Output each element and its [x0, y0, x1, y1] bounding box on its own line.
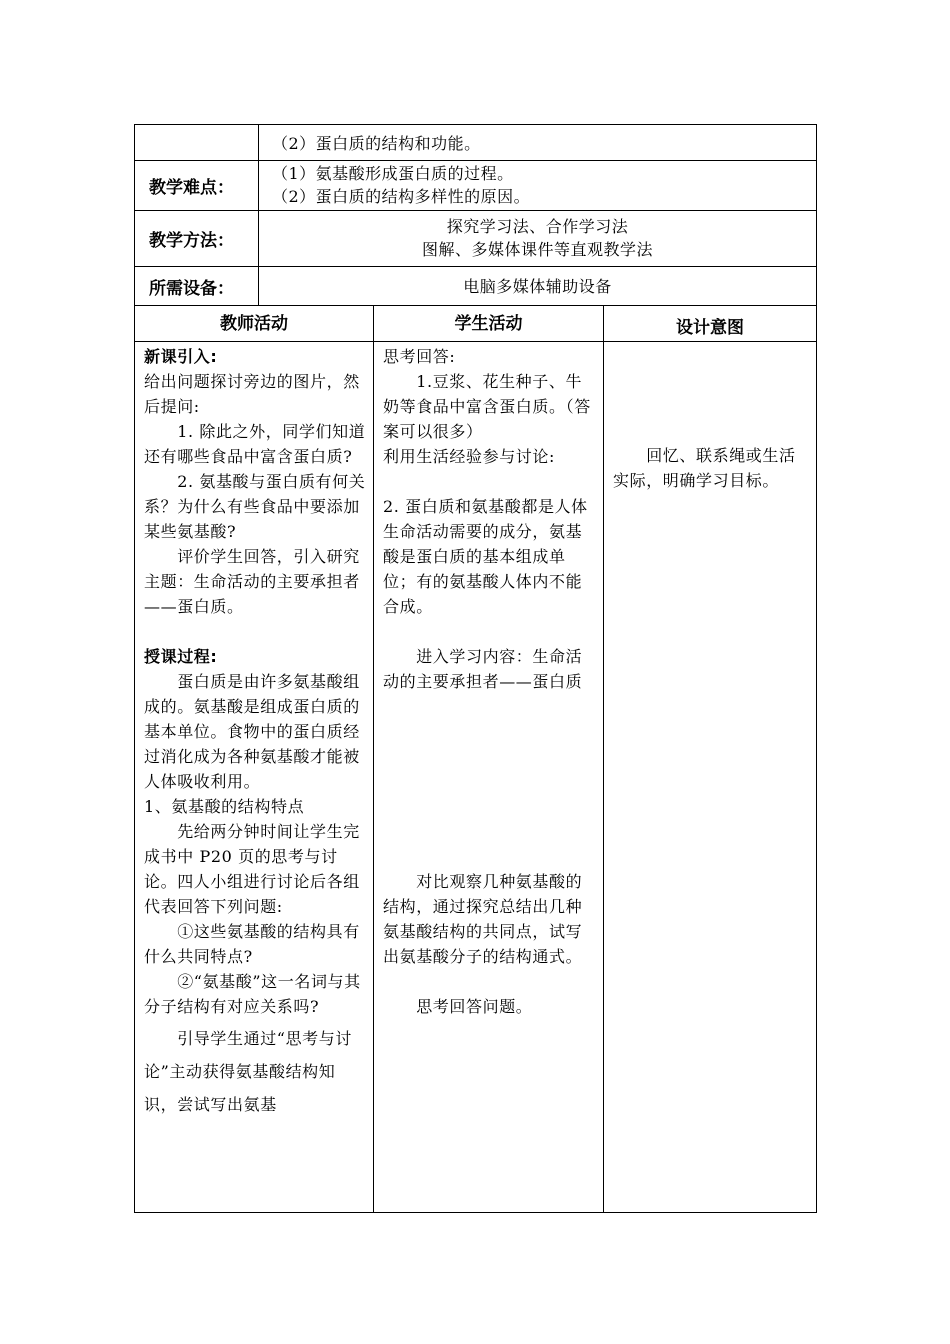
student-text: 利用生活经验参与讨论:: [383, 447, 555, 466]
method-line-2: 图解、多媒体课件等直观教学法: [421, 240, 653, 259]
process-heading: 授课过程:: [144, 647, 218, 666]
student-activity-cell: [374, 342, 604, 1213]
difficulty-line-1: （1）氨基酸形成蛋白质的过程。: [272, 164, 514, 183]
method-label: 教学方法：: [135, 211, 259, 267]
student-text: 思考回答:: [383, 347, 456, 366]
teacher-paragraph: 给出问题探讨旁边的图片，然后提问:: [144, 372, 360, 416]
teacher-question: 1. 除此之外，同学们知道还有哪些食品中富含蛋白质?: [144, 422, 366, 466]
focus-row: [135, 125, 817, 161]
method-cell: [259, 211, 817, 267]
lesson-info-table: [134, 124, 817, 306]
student-answer: 思考回答问题。: [383, 997, 533, 1016]
section-title: 1、氨基酸的结构特点: [144, 797, 305, 816]
difficulty-label: 教学难点：: [135, 161, 259, 211]
student-answer: 进入学习内容：生命活动的主要承担者——蛋白质: [383, 647, 583, 691]
activities-content-row: [135, 342, 817, 1213]
equipment-label: 所需设备：: [135, 267, 259, 306]
teacher-question: ②“氨基酸”这一名词与其分子结构有对应关系吗?: [144, 972, 361, 1016]
teacher-paragraph: 引导学生通过“思考与讨论”主动获得氨基酸结构知识，尝试写出氨基: [144, 1029, 352, 1114]
difficulty-line-2: （2）蛋白质的结构多样性的原因。: [272, 187, 531, 206]
equipment-cell: [259, 267, 817, 306]
teacher-activity-cell: [135, 342, 374, 1213]
activities-header-row: [135, 306, 817, 342]
spacer: [383, 469, 597, 494]
teacher-question: ①这些氨基酸的结构具有什么共同特点?: [144, 922, 360, 966]
student-answer: 1.豆浆、花生种子、牛奶等食品中富含蛋白质。（答案可以很多）: [383, 372, 591, 441]
teacher-paragraph: 评价学生回答，引入研究主题：生命活动的主要承担者——蛋白质。: [144, 547, 360, 616]
focus-line: （2）蛋白质的结构和功能。: [272, 134, 481, 153]
spacer: [383, 969, 597, 994]
spacer: [383, 694, 597, 869]
intent-text: 回忆、联系绳或生活实际，明确学习目标。: [613, 446, 796, 490]
equipment-row: [135, 267, 817, 306]
method-line-1: 探究学习法、合作学习法: [446, 217, 629, 236]
student-answer: 对比观察几种氨基酸的结构，通过探究总结出几种氨基酸结构的共同点，试写出氨基酸分子的结构通式。: [383, 872, 583, 966]
teacher-paragraph: 蛋白质是由许多氨基酸组成的。氨基酸是组成蛋白质的基本单位。食物中的蛋白质经过消化成为各种氨基酸才能被人体吸收利用。: [144, 672, 360, 791]
empty-label-cell: [135, 125, 259, 161]
equipment-value: 电脑多媒体辅助设备: [463, 276, 612, 296]
spacer: [383, 619, 597, 644]
design-intent-cell: [604, 342, 817, 1213]
focus-cell: [259, 125, 817, 161]
design-intent-header: 设计意图: [604, 306, 817, 342]
intro-heading: 新课引入:: [144, 347, 218, 366]
student-answer: 2. 蛋白质和氨基酸都是人体生命活动需要的成分，氨基酸是蛋白质的基本组成单位；有的氨基酸人体内不能合成。: [383, 497, 588, 616]
method-row: [135, 211, 817, 267]
teacher-activity-header: 教师活动: [135, 306, 374, 342]
spacer: [144, 619, 367, 644]
difficulty-row: [135, 161, 817, 211]
teacher-paragraph: 先给两分钟时间让学生完成书中 P20 页的思考与讨论。四人小组进行讨论后各组代表回答下列问题:: [144, 822, 360, 916]
difficulty-cell: [259, 161, 817, 211]
teacher-question: 2. 氨基酸与蛋白质有何关系？为什么有些食品中要添加某些氨基酸?: [144, 472, 366, 541]
activities-table: [134, 305, 817, 1213]
student-activity-header: 学生活动: [374, 306, 604, 342]
